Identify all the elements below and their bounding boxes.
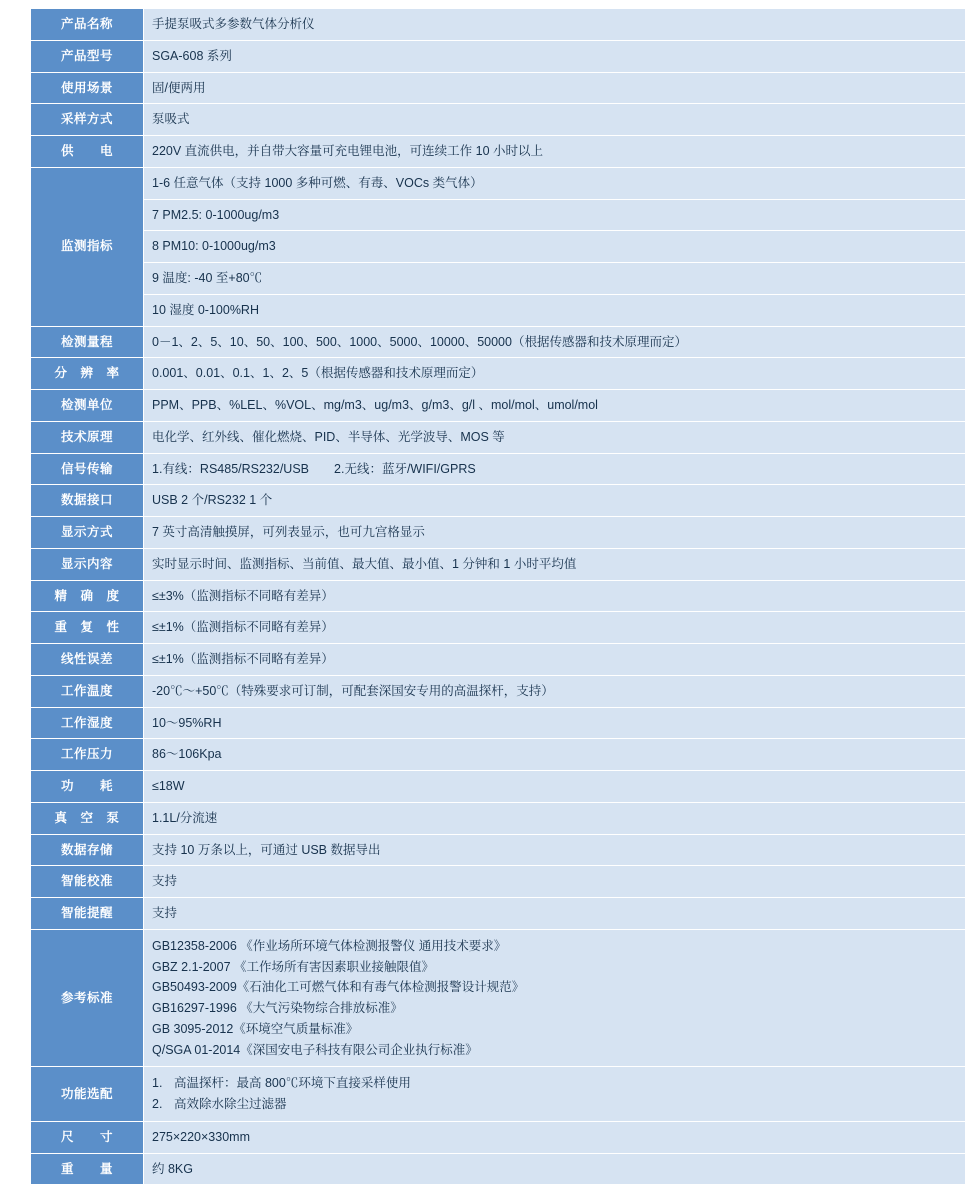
row-label: 工作湿度 — [31, 707, 144, 739]
table-row — [31, 1153, 966, 1185]
row-label: 智能校准 — [31, 866, 144, 898]
row-label: 功能选配 — [31, 1067, 144, 1122]
row-value: ≤18W — [144, 771, 966, 803]
table-row — [31, 1121, 966, 1153]
row-value: 支持 — [144, 898, 966, 930]
row-label: 显示方式 — [31, 517, 144, 549]
table-row — [31, 72, 966, 104]
table-row — [31, 390, 966, 422]
row-label: 产品名称 — [31, 9, 144, 41]
standard-line: Q/SGA 01-2014《深国安电子科技有限公司企业执行标准》 — [152, 1042, 478, 1057]
sub-line: 10 湿度 0-100%RH — [152, 302, 259, 317]
table-row — [31, 326, 966, 358]
row-label: 分 辨 率 — [31, 358, 144, 390]
standard-line: GB12358-2006 《作业场所环境气体检测报警仪 通用技术要求》 — [152, 938, 507, 953]
row-label: 重 量 — [31, 1153, 144, 1185]
table-row — [31, 834, 966, 866]
row-value: 0.001、0.01、0.1、1、2、5（根据传感器和技术原理而定） — [144, 358, 966, 390]
row-label: 重 复 性 — [31, 612, 144, 644]
row-value: 约 8KG — [144, 1153, 966, 1185]
row-value: 7 英寸高清触摸屏，可列表显示，也可九宫格显示 — [144, 517, 966, 549]
sub-line: 7 PM2.5: 0-1000ug/m3 — [144, 200, 965, 232]
table-row — [31, 739, 966, 771]
row-label: 使用场景 — [31, 72, 144, 104]
row-value: 86～106Kpa — [144, 739, 966, 771]
row-value: USB 2 个/RS232 1 个 — [144, 485, 966, 517]
table-row-options — [31, 1067, 966, 1122]
table-row — [31, 644, 966, 676]
row-value: ≤±1%（监测指标不同略有差异） — [144, 612, 966, 644]
row-label: 数据接口 — [31, 485, 144, 517]
row-label: 智能提醒 — [31, 898, 144, 930]
row-value: 0－1、2、5、10、50、100、500、1000、5000、10000、50000（根据传感器和技术原理而定） — [144, 326, 966, 358]
row-value: 支持 — [144, 866, 966, 898]
table-row — [31, 580, 966, 612]
row-label: 功 耗 — [31, 771, 144, 803]
row-label: 真 空 泵 — [31, 802, 144, 834]
option-text: 高效除水除尘过滤器 — [174, 1097, 287, 1111]
row-value: 支持 10 万条以上，可通过 USB 数据导出 — [144, 834, 966, 866]
table-row — [31, 612, 966, 644]
row-label: 尺 寸 — [31, 1121, 144, 1153]
sub-line: 9 温度: -40 至+80℃ — [144, 263, 965, 295]
table-row — [31, 421, 966, 453]
row-label: 采样方式 — [31, 104, 144, 136]
table-row-standards — [31, 929, 966, 1067]
table-row — [31, 548, 966, 580]
table-row — [31, 9, 966, 41]
row-value: 220V 直流供电，并自带大容量可充电锂电池，可连续工作 10 小时以上 — [144, 136, 966, 168]
row-value: ≤±3%（监测指标不同略有差异） — [144, 580, 966, 612]
row-label: 工作压力 — [31, 739, 144, 771]
standard-line: GB50493-2009《石油化工可燃气体和有毒气体检测报警设计规范》 — [152, 980, 525, 995]
option-number: 2. — [152, 1097, 163, 1111]
row-value: 1.1L/分流速 — [144, 802, 966, 834]
row-value: -20℃～+50℃（特殊要求可订制，可配套深国安专用的高温探杆，支持） — [144, 675, 966, 707]
standard-line: GB 3095-2012《环境空气质量标准》 — [152, 1021, 359, 1036]
row-value: 275×220×330mm — [144, 1121, 966, 1153]
row-value — [144, 167, 966, 326]
row-label: 技术原理 — [31, 421, 144, 453]
table-row — [31, 675, 966, 707]
option-text: 高温探杆：最高 800℃环境下直接采样使用 — [174, 1076, 411, 1091]
table-row-monitoring — [31, 167, 966, 326]
option-line — [152, 1094, 957, 1115]
table-row — [31, 40, 966, 72]
row-value — [144, 929, 966, 1067]
row-label: 检测单位 — [31, 390, 144, 422]
row-label: 监测指标 — [31, 167, 144, 326]
spec-table-body — [31, 9, 966, 1185]
table-row — [31, 802, 966, 834]
row-value: 实时显示时间、监测指标、当前值、最大值、最小值、1 分钟和 1 小时平均值 — [144, 548, 966, 580]
standard-line: GB16297-1996 《大气污染物综合排放标准》 — [152, 1001, 403, 1015]
row-value: 手提泵吸式多参数气体分析仪 — [144, 9, 966, 41]
row-label: 显示内容 — [31, 548, 144, 580]
row-label: 参考标准 — [31, 929, 144, 1067]
row-value: 1.有线：RS485/RS232/USB 2.无线：蓝牙/WIFI/GPRS — [144, 453, 966, 485]
row-label: 信号传输 — [31, 453, 144, 485]
row-label: 产品型号 — [31, 40, 144, 72]
standard-line: GBZ 2.1-2007 《工作场所有害因素职业接触限值》 — [152, 959, 434, 974]
row-value: 电化学、红外线、催化燃烧、PID、半导体、光学波导、MOS 等 — [144, 421, 966, 453]
row-value: PPM、PPB、%LEL、%VOL、mg/m3、ug/m3、g/m3、g/l 、mol/mol、umol/mol — [144, 390, 966, 422]
row-label: 精 确 度 — [31, 580, 144, 612]
option-line — [152, 1073, 957, 1094]
row-label: 线性误差 — [31, 644, 144, 676]
row-value: 固/便两用 — [144, 72, 966, 104]
table-row — [31, 898, 966, 930]
table-row — [31, 485, 966, 517]
table-row — [31, 453, 966, 485]
table-row — [31, 866, 966, 898]
row-label: 数据存储 — [31, 834, 144, 866]
row-value: 10～95%RH — [144, 707, 966, 739]
row-value: ≤±1%（监测指标不同略有差异） — [144, 644, 966, 676]
row-label: 检测量程 — [31, 326, 144, 358]
row-label: 工作温度 — [31, 675, 144, 707]
table-row — [31, 707, 966, 739]
option-number: 1. — [152, 1076, 163, 1091]
row-label: 供 电 — [31, 136, 144, 168]
row-value: 泵吸式 — [144, 104, 966, 136]
table-row — [31, 358, 966, 390]
table-row — [31, 771, 966, 803]
sub-line: 8 PM10: 0-1000ug/m3 — [144, 231, 965, 263]
sub-line: 1-6 任意气体（支持 1000 多种可燃、有毒、VOCs 类气体） — [144, 168, 965, 200]
row-value — [144, 1067, 966, 1122]
table-row — [31, 136, 966, 168]
table-row — [31, 104, 966, 136]
row-value: SGA-608 系列 — [144, 40, 966, 72]
product-spec-table — [30, 8, 966, 1185]
table-row — [31, 517, 966, 549]
